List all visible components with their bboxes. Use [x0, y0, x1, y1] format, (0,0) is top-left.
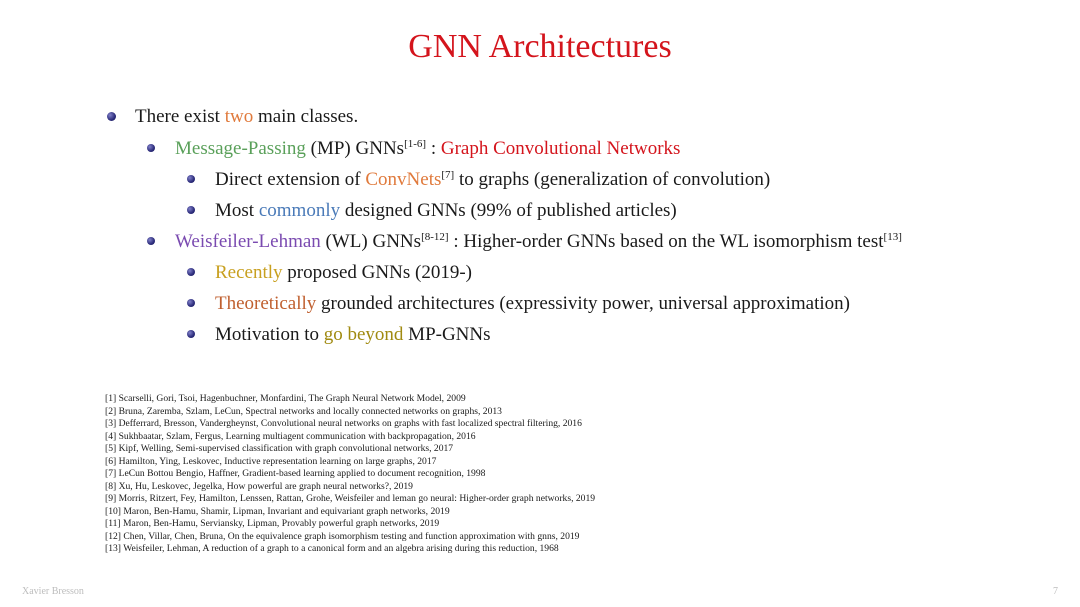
highlight-go-beyond: go beyond: [323, 324, 404, 345]
reference-item: [6] Hamilton, Ying, Leskovec, Inductive representation learning on large graphs, 2017: [105, 455, 437, 467]
text-span: to graphs (generalization of convolution): [454, 169, 771, 190]
text-span: Motivation to: [215, 324, 324, 345]
reference-item: [2] Bruna, Zaremba, Szlam, LeCun, Spectral networks and locally connected networks on graphs, 2013: [105, 405, 502, 417]
bullet-icon: [187, 299, 195, 307]
bullet-line-6: [215, 262, 472, 284]
references-list: [105, 393, 595, 556]
text-span: MP-GNNs: [403, 324, 491, 345]
footer-author: Xavier Bresson: [22, 586, 84, 597]
highlight-weisfeiler-lehman: Weisfeiler-Lehman: [175, 231, 321, 252]
reference-item: [10] Maron, Ben-Hamu, Shamir, Lipman, Invariant and equivariant graph networks, 2019: [105, 505, 450, 517]
footer-page-number: 7: [1053, 586, 1058, 597]
text-span: : Higher-order GNNs based on the WL isomorphism test: [448, 231, 884, 252]
bullet-icon: [147, 144, 155, 152]
reference-item: [9] Morris, Ritzert, Fey, Hamilton, Lenssen, Rattan, Grohe, Weisfeiler and leman go neural: Higher-order graph networks, 2019: [105, 493, 596, 504]
text-span: grounded architectures (expressivity power, universal approximation): [316, 293, 850, 314]
text-span: :: [426, 138, 441, 159]
bullet-line-2: [175, 138, 680, 160]
text-span: There exist: [135, 106, 225, 127]
bullet-icon: [187, 175, 195, 183]
slide-title: GNN Architectures: [408, 28, 672, 65]
highlight-recently: Recently: [215, 262, 283, 283]
highlight-theoretically: Theoretically: [215, 293, 317, 314]
reference-item: [4] Sukhbaatar, Szlam, Fergus, Learning multiagent communication with backpropagation, 2016: [105, 430, 476, 442]
highlight-two: two: [224, 106, 254, 127]
text-span: Direct extension of: [215, 169, 366, 190]
citation-sup: [8-12]: [421, 231, 449, 243]
reference-item: [1] Scarselli, Gori, Tsoi, Hagenbuchner, Monfardini, The Graph Neural Network Model, 2009: [105, 393, 466, 404]
text-span: Most: [215, 200, 259, 221]
bullet-icon: [187, 206, 195, 214]
bullet-line-7: [215, 293, 850, 315]
citation-sup: [1-6]: [404, 138, 427, 150]
bullet-line-4: [215, 200, 677, 222]
reference-item: [3] Defferrard, Bresson, Vandergheynst, Convolutional neural networks on graphs with fast localized spectral filtering, 2016: [105, 418, 582, 429]
highlight-commonly: commonly: [258, 200, 341, 221]
highlight-gcn: Graph Convolutional Networks: [440, 138, 681, 159]
reference-item: [5] Kipf, Welling, Semi-supervised classification with graph convolutional networks, 2017: [105, 443, 454, 454]
reference-item: [7] LeCun Bottou Bengio, Haffner, Gradient-based learning applied to document recognition, 1998: [105, 468, 486, 479]
text-span: main classes.: [253, 106, 359, 127]
highlight-message-passing: Message-Passing: [175, 138, 306, 159]
text-span: proposed GNNs (2019-): [282, 262, 472, 283]
citation-sup: [13]: [883, 231, 902, 243]
bullet-line-5: [175, 231, 902, 253]
text-span: (MP) GNNs: [305, 138, 405, 159]
bullet-line-3: [215, 169, 770, 191]
bullet-icon: [147, 237, 155, 245]
citation-sup: [7]: [441, 169, 455, 181]
reference-item: [12] Chen, Villar, Chen, Bruna, On the equivalence graph isomorphism testing and function approximation with gnns, 2019: [105, 530, 580, 542]
bullet-icon: [187, 268, 195, 276]
bullet-line-8: [215, 324, 491, 346]
reference-item: [13] Weisfeiler, Lehman, A reduction of a graph to a canonical form and an algebra arising during this reduction, 1968: [105, 543, 559, 554]
reference-item: [8] Xu, Hu, Leskovec, Jegelka, How powerful are graph neural networks?, 2019: [105, 480, 413, 492]
bullet-icon: [107, 112, 116, 121]
text-span: (WL) GNNs: [320, 231, 422, 252]
highlight-convnets: ConvNets: [365, 169, 442, 190]
text-span: designed GNNs (99% of published articles): [340, 200, 677, 221]
bullet-icon: [187, 330, 195, 338]
reference-item: [11] Maron, Ben-Hamu, Serviansky, Lipman, Provably powerful graph networks, 2019: [105, 518, 440, 529]
bullet-line-1: [135, 106, 358, 128]
